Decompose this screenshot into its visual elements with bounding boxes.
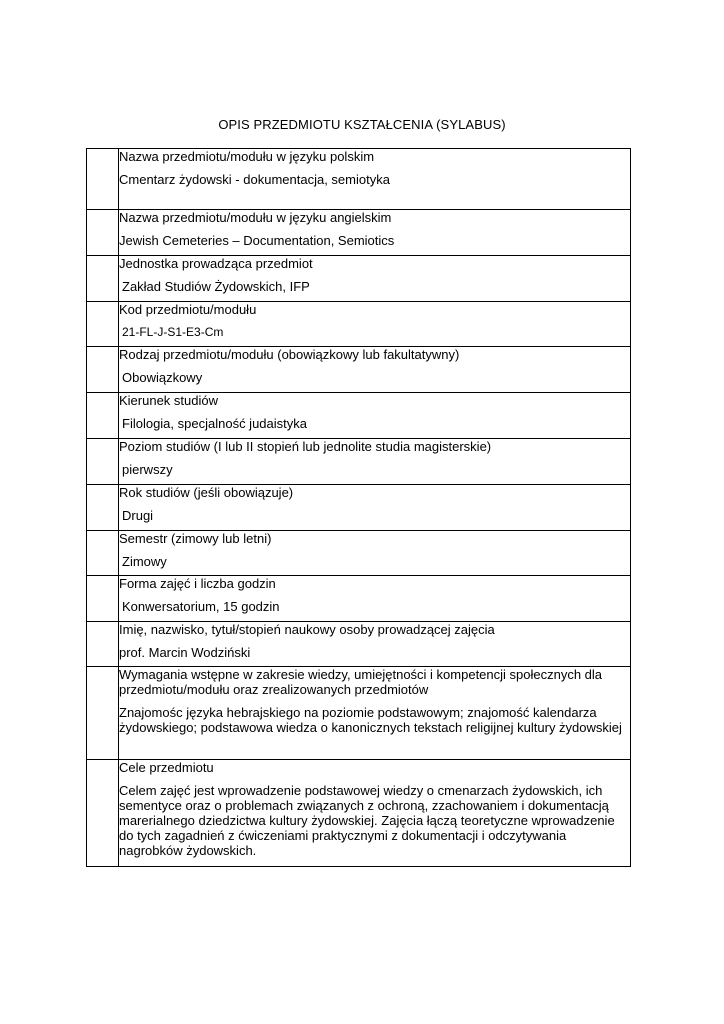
row-label: Kierunek studiów [119, 393, 218, 408]
row-label: Nazwa przedmiotu/modułu w języku angielskim [119, 210, 392, 225]
table-row [87, 622, 631, 667]
table-row [87, 210, 631, 256]
row-content [119, 485, 631, 531]
row-label: Nazwa przedmiotu/modułu w języku polskim [119, 149, 375, 164]
row-value: Obowiązkowy [122, 370, 203, 385]
row-content [119, 622, 631, 667]
row-value: Cmentarz żydowski - dokumentacja, semiotyka [119, 172, 390, 187]
table-row [87, 531, 631, 576]
table-row [87, 302, 631, 347]
row-content [119, 576, 631, 622]
row-number-cell [87, 393, 119, 439]
row-number-cell [87, 485, 119, 531]
syllabus-table [86, 148, 631, 867]
row-value: Zakład Studiów Żydowskich, IFP [122, 279, 310, 294]
row-label: Rodzaj przedmiotu/modułu (obowiązkowy lub fakultatywny) [119, 347, 460, 362]
row-label: Forma zajęć i liczba godzin [119, 576, 276, 591]
row-number-cell [87, 302, 119, 347]
row-label: Wymagania wstępne w zakresie wiedzy, umiejętności i kompetencji społecznych dla przedmiotu/modułu oraz zrealizowanych przedmiotów [119, 667, 603, 697]
row-label: Cele przedmiotu [119, 760, 214, 775]
row-value: Jewish Cemeteries – Documentation, Semiotics [119, 233, 395, 248]
row-content [119, 667, 631, 760]
table-row [87, 760, 631, 867]
row-label: Imię, nazwisko, tytuł/stopień naukowy osoby prowadzącej zajęcia [119, 622, 495, 637]
row-content [119, 210, 631, 256]
row-content [119, 302, 631, 347]
row-number-cell [87, 256, 119, 302]
row-value: Zimowy [122, 554, 167, 569]
row-label: Kod przedmiotu/modułu [119, 302, 257, 317]
row-label: Semestr (zimowy lub letni) [119, 531, 272, 546]
row-label: Poziom studiów (I lub II stopień lub jednolite studia magisterskie) [119, 439, 492, 454]
row-content [119, 531, 631, 576]
row-content [119, 149, 631, 210]
row-label: Rok studiów (jeśli obowiązuje) [119, 485, 294, 500]
row-number-cell [87, 576, 119, 622]
row-value: Konwersatorium, 15 godzin [122, 599, 280, 614]
table-row [87, 667, 631, 760]
table-row [87, 576, 631, 622]
row-content [119, 439, 631, 485]
row-value: prof. Marcin Wodziński [119, 645, 251, 660]
row-value: pierwszy [122, 462, 173, 477]
row-number-cell [87, 347, 119, 393]
table-row [87, 485, 631, 531]
row-label: Jednostka prowadząca przedmiot [119, 256, 313, 271]
table-row [87, 439, 631, 485]
row-content [119, 760, 631, 867]
table-row [87, 347, 631, 393]
row-content [119, 256, 631, 302]
row-number-cell [87, 531, 119, 576]
row-value: 21-FL-J-S1-E3-Cm [122, 325, 224, 339]
document-title: OPIS PRZEDMIOTU KSZTAŁCENIA (SYLABUS) [218, 117, 506, 132]
table-row [87, 149, 631, 210]
row-number-cell [87, 622, 119, 667]
row-content [119, 347, 631, 393]
row-number-cell [87, 760, 119, 867]
table-row [87, 256, 631, 302]
row-value: Celem zajęć jest wprowadzenie podstawowej wiedzy o cmenarzach żydowskich, ich sementyce oraz o problemach związanych z ochroną, zzachowaniem i dokumentacją marerialnego dziedzictwa kultury żydowskiej. Zajęcia łączą teoretyczne wprowadzenie do tych zagadnień z ćwiczeniami praktycznymi z dokumentacji i odczytywania nagrobków żydowskich. [119, 783, 615, 858]
row-number-cell [87, 667, 119, 760]
row-value: Drugi [122, 508, 154, 523]
row-value: Filologia, specjalność judaistyka [122, 416, 307, 431]
table-row [87, 393, 631, 439]
row-number-cell [87, 210, 119, 256]
row-content [119, 393, 631, 439]
row-number-cell [87, 439, 119, 485]
row-number-cell [87, 149, 119, 210]
row-value: Znajomośc języka hebrajskiego na poziomie podstawowym; znajomość kalendarza żydowskiego; podstawowa wiedza o kanonicznych tekstach religijnej kultury żydowskiej [119, 705, 622, 735]
